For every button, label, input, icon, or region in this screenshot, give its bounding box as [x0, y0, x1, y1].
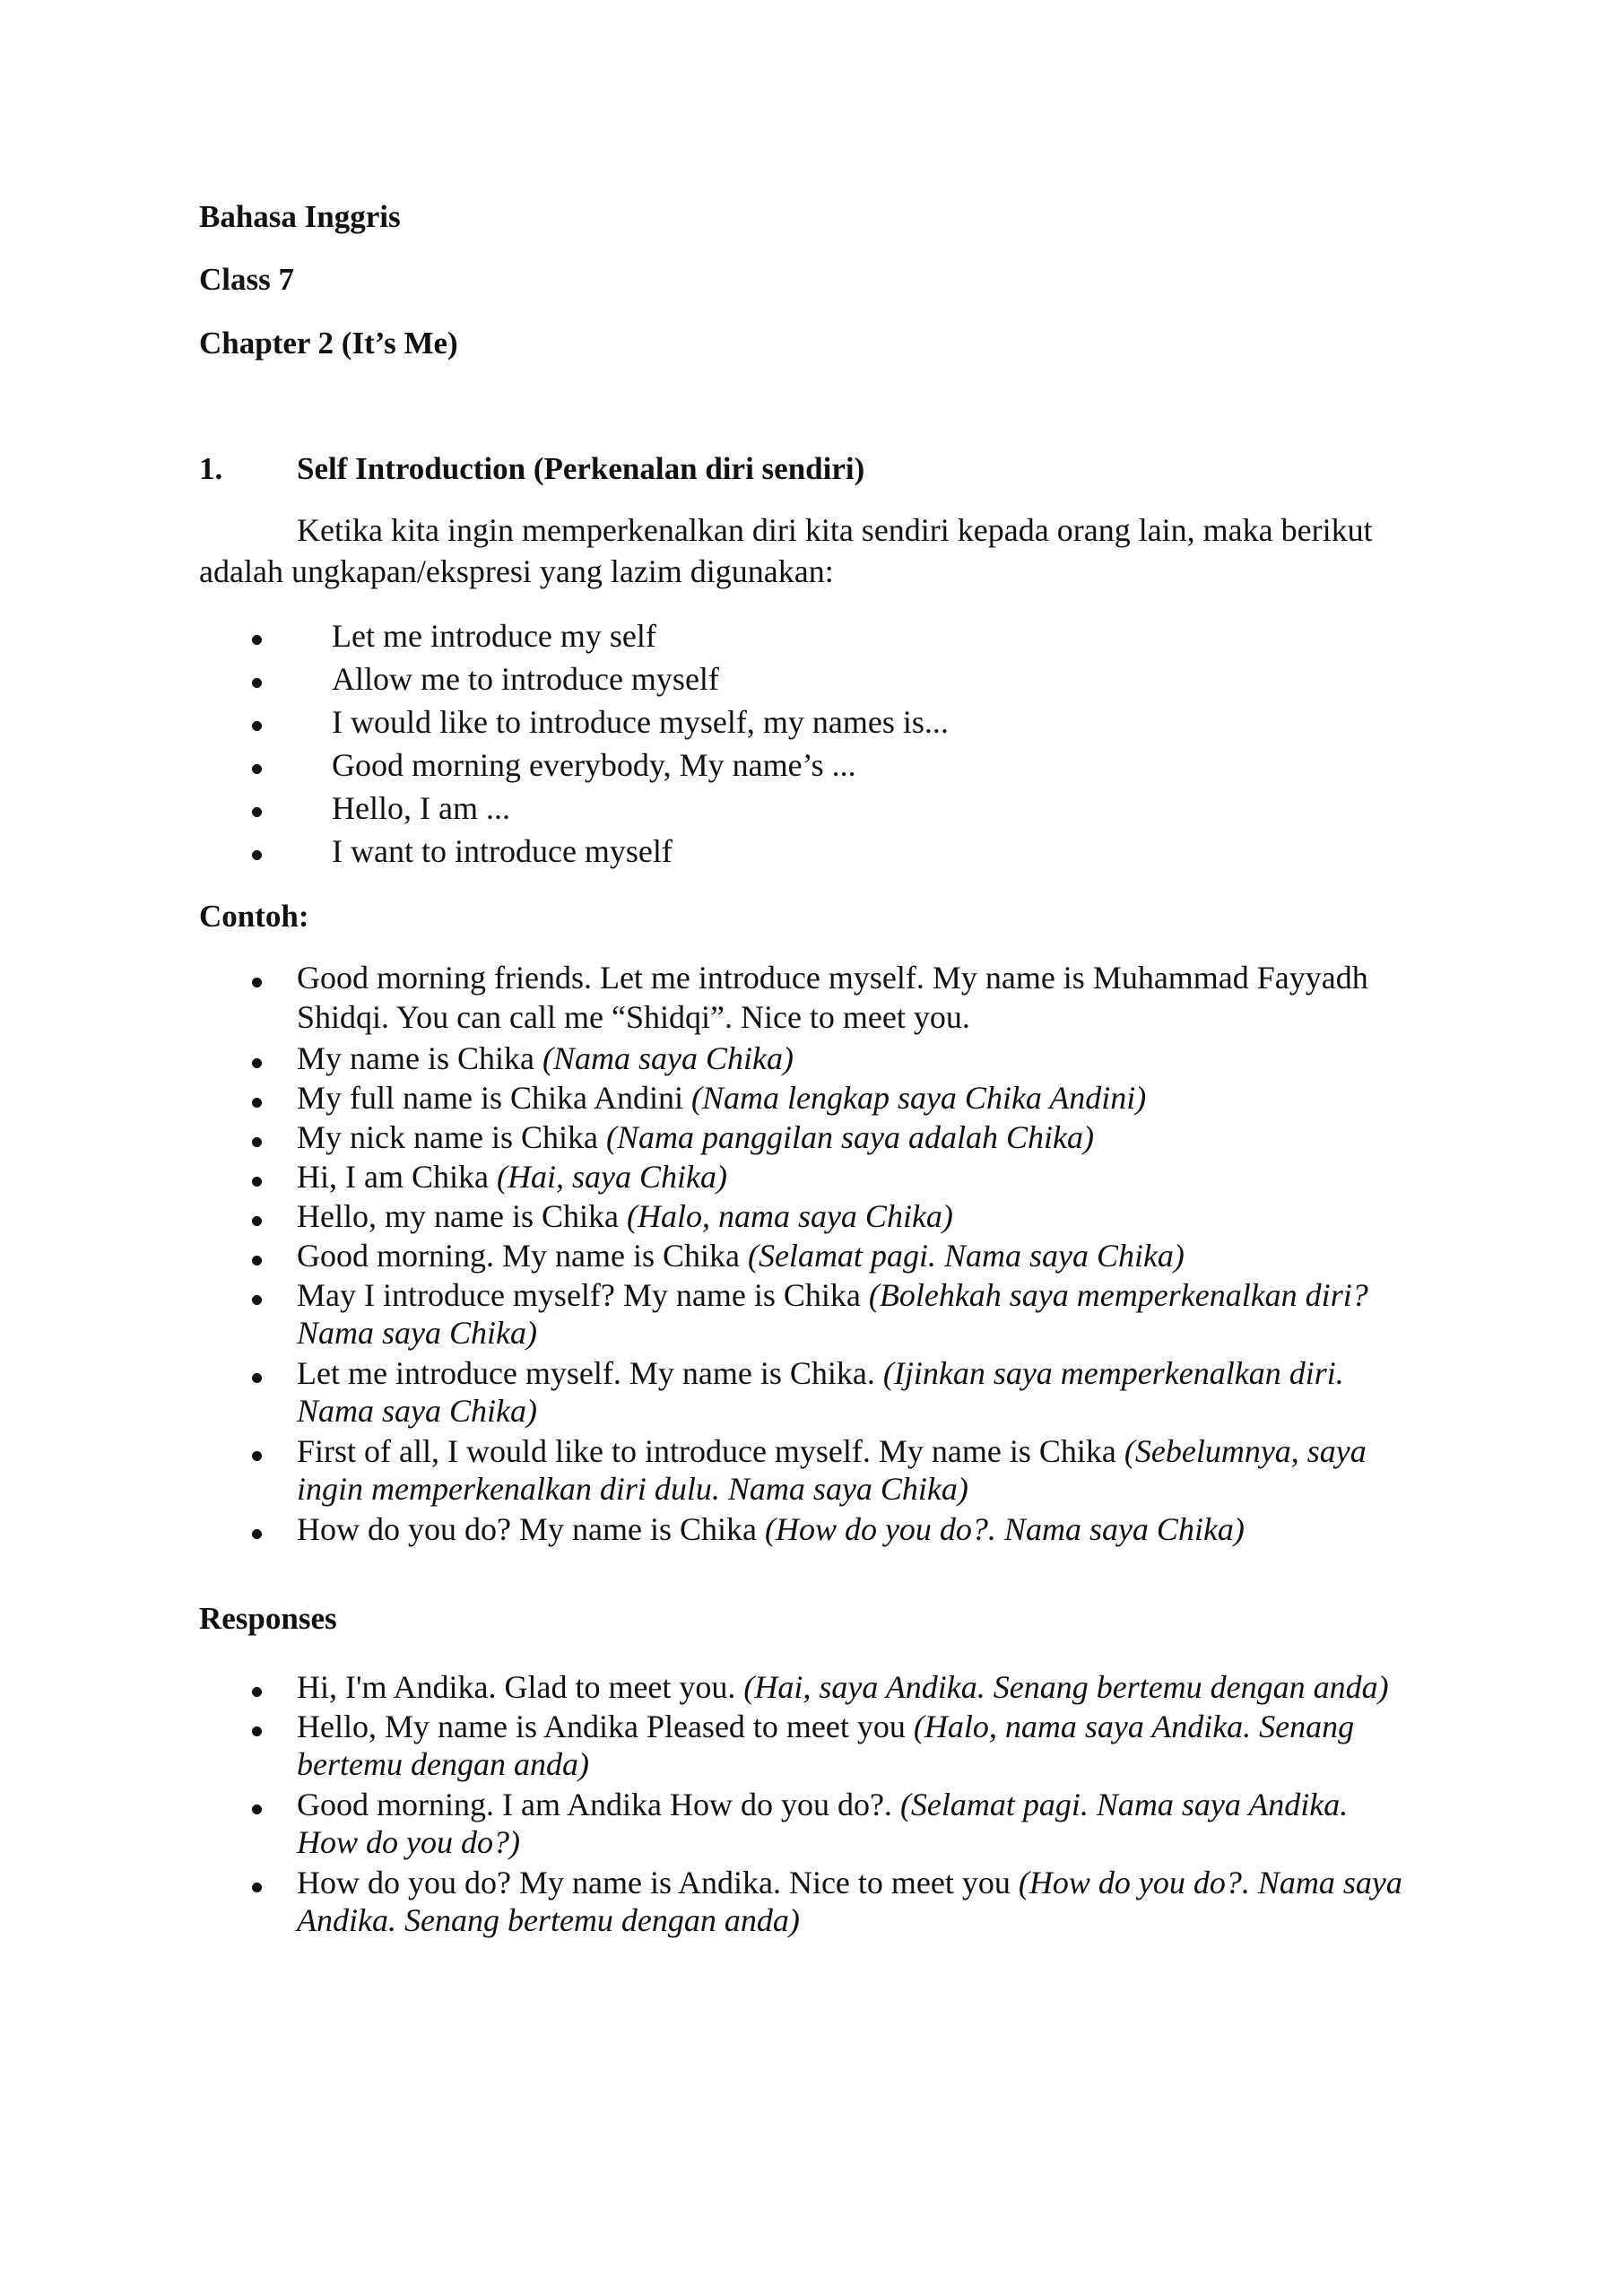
- example-line: My nick name is Chika (Nama panggilan saya adalah Chika): [297, 1119, 1094, 1155]
- response-line: Hi, I'm Andika. Glad to meet you. (Hai, saya Andika. Senang bertemu dengan anda): [297, 1669, 1389, 1705]
- bullet-icon: [252, 1373, 262, 1383]
- example-line: First of all, I would like to introduce myself. My name is Chika (Sebelumnya, saya: [297, 1433, 1367, 1469]
- bullet-icon: [252, 1883, 262, 1892]
- bullet-icon: [252, 1805, 262, 1814]
- section-title: Self Introduction (Perkenalan diri sendiri): [297, 451, 865, 486]
- response-line: How do you do?): [297, 1824, 520, 1860]
- expression-item: Let me introduce my self: [332, 618, 656, 654]
- bullet-icon: [252, 1295, 262, 1305]
- example-line: Hi, I am Chika (Hai, saya Chika): [297, 1159, 727, 1195]
- example-line: Good morning. My name is Chika (Selamat pagi. Nama saya Chika): [297, 1238, 1185, 1274]
- bullet-icon: [252, 678, 262, 688]
- bullet-icon: [252, 721, 262, 731]
- expression-item: Hello, I am ...: [332, 790, 510, 826]
- bullet-icon: [252, 807, 262, 817]
- response-line: Hello, My name is Andika Pleased to meet you (Halo, nama saya Andika. Senang: [297, 1709, 1355, 1744]
- response-line: How do you do? My name is Andika. Nice to meet you (How do you do?. Nama saya: [297, 1865, 1402, 1900]
- class-heading: Class 7: [199, 262, 294, 297]
- bullet-icon: [252, 1451, 262, 1461]
- expression-item: Good morning everybody, My name’s ...: [332, 747, 856, 783]
- example-line: Let me introduce myself. My name is Chika. (Ijinkan saya memperkenalkan diri.: [297, 1355, 1344, 1391]
- response-line: Andika. Senang bertemu dengan anda): [297, 1902, 800, 1938]
- example-line: ingin memperkenalkan diri dulu. Nama saya Chika): [297, 1471, 968, 1507]
- example-line: How do you do? My name is Chika (How do you do?. Nama saya Chika): [297, 1511, 1245, 1547]
- subject-heading: Bahasa Inggris: [199, 199, 401, 234]
- section-number: 1.: [199, 451, 223, 486]
- bullet-icon: [252, 635, 262, 645]
- example-line: Hello, my name is Chika (Halo, nama saya Chika): [297, 1198, 953, 1234]
- responses-heading: Responses: [199, 1601, 337, 1636]
- example-line: May I introduce myself? My name is Chika (Bolehkah saya memperkenalkan diri?: [297, 1277, 1368, 1313]
- expression-item: I want to introduce myself: [332, 833, 673, 869]
- example-line: Nama saya Chika): [297, 1315, 537, 1351]
- example-line: Nama saya Chika): [297, 1393, 537, 1429]
- example-line: My full name is Chika Andini (Nama lengkap saya Chika Andini): [297, 1080, 1147, 1116]
- expression-item: Allow me to introduce myself: [332, 661, 719, 697]
- bullet-icon: [252, 1058, 262, 1068]
- chapter-heading: Chapter 2 (It’s Me): [199, 326, 458, 361]
- response-line: bertemu dengan anda): [297, 1746, 589, 1782]
- bullet-icon: [252, 1177, 262, 1187]
- examples-heading: Contoh:: [199, 899, 309, 934]
- bullet-icon: [252, 1256, 262, 1265]
- bullet-icon: [252, 1137, 262, 1147]
- example-line: Good morning friends. Let me introduce myself. My name is Muhammad Fayyadh: [297, 960, 1368, 996]
- bullet-icon: [252, 1216, 262, 1226]
- intro-line-2: adalah ungkapan/ekspresi yang lazim digunakan:: [199, 553, 834, 589]
- bullet-icon: [252, 1687, 262, 1697]
- bullet-icon: [252, 1529, 262, 1539]
- bullet-icon: [252, 1098, 262, 1108]
- bullet-icon: [252, 764, 262, 774]
- bullet-icon: [252, 850, 262, 860]
- bullet-icon: [252, 978, 262, 987]
- intro-line-1: Ketika kita ingin memperkenalkan diri kita sendiri kepada orang lain, maka berikut: [297, 512, 1373, 548]
- response-line: Good morning. I am Andika How do you do?. (Selamat pagi. Nama saya Andika.: [297, 1787, 1349, 1822]
- expression-item: I would like to introduce myself, my names is...: [332, 704, 949, 740]
- example-line: My name is Chika (Nama saya Chika): [297, 1040, 794, 1076]
- example-line: Shidqi. You can call me “Shidqi”. Nice to meet you.: [297, 999, 970, 1035]
- bullet-icon: [252, 1726, 262, 1736]
